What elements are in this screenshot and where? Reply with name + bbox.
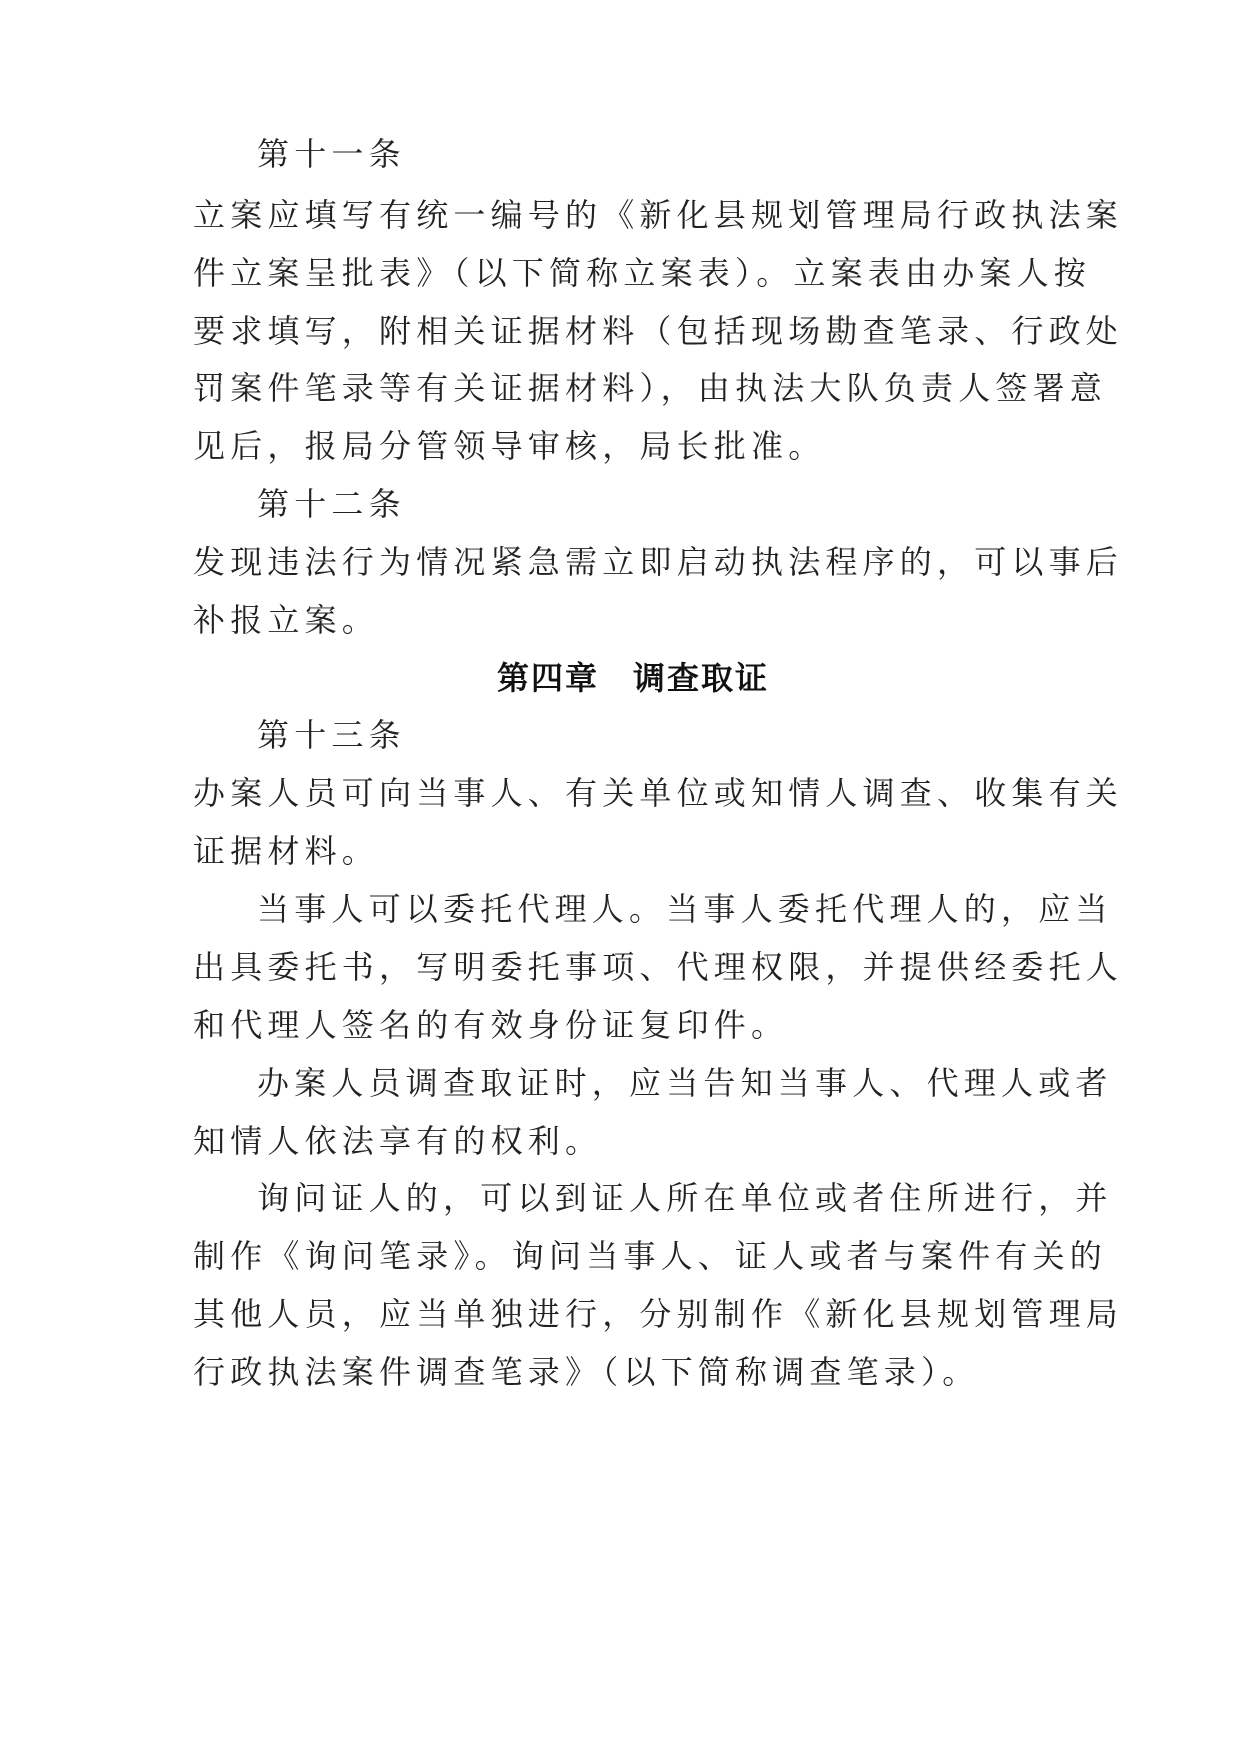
- article-11-title: 第十一条: [257, 135, 406, 173]
- article-11-line-2: 件立案呈批表》（以下简称立案表）。立案表由办案人按: [193, 254, 1092, 292]
- article-11-line-5: 见后，报局分管领导审核，局长批准。: [193, 427, 826, 465]
- article-13-para-3-line-2: 知情人依法享有的权利。: [193, 1122, 603, 1160]
- article-13-title: 第十三条: [257, 716, 406, 754]
- article-13-para-3-line-1: 办案人员调查取证时，应当告知当事人、代理人或者: [257, 1064, 1113, 1102]
- article-13-para-2-line-2: 出具委托书，写明委托事项、代理权限，并提供经委托人: [193, 948, 1124, 986]
- article-13-para-2-line-3: 和代理人签名的有效身份证复印件。: [193, 1006, 789, 1044]
- article-13-para-2-line-1: 当事人可以委托代理人。当事人委托代理人的，应当: [257, 890, 1113, 928]
- article-11-line-1: 立案应填写有统一编号的《新化县规划管理局行政执法案: [193, 196, 1124, 234]
- article-13-para-4-line-3: 其他人员，应当单独进行，分别制作《新化县规划管理局: [193, 1295, 1124, 1333]
- article-12-title: 第十二条: [257, 485, 406, 523]
- article-13-para-4-line-4: 行政执法案件调查笔录》（以下简称调查笔录）。: [193, 1353, 980, 1391]
- article-13-para-4-line-1: 询问证人的，可以到证人所在单位或者住所进行，并: [257, 1179, 1113, 1217]
- chapter-4-heading: 第四章 调查取证: [496, 659, 769, 697]
- article-13-para-4-line-2: 制作《询问笔录》。询问当事人、证人或者与案件有关的: [193, 1237, 1108, 1275]
- article-13-line-1: 办案人员可向当事人、有关单位或知情人调查、收集有关: [193, 774, 1124, 812]
- article-11-line-3: 要求填写，附相关证据材料（包括现场勘查笔录、行政处: [193, 312, 1124, 350]
- article-13-line-2: 证据材料。: [193, 832, 380, 870]
- article-12-line-2: 补报立案。: [193, 601, 380, 639]
- article-12-line-1: 发现违法行为情况紧急需立即启动执法程序的，可以事后: [193, 543, 1124, 581]
- article-11-line-4: 罚案件笔录等有关证据材料），由执法大队负责人签署意: [193, 369, 1108, 407]
